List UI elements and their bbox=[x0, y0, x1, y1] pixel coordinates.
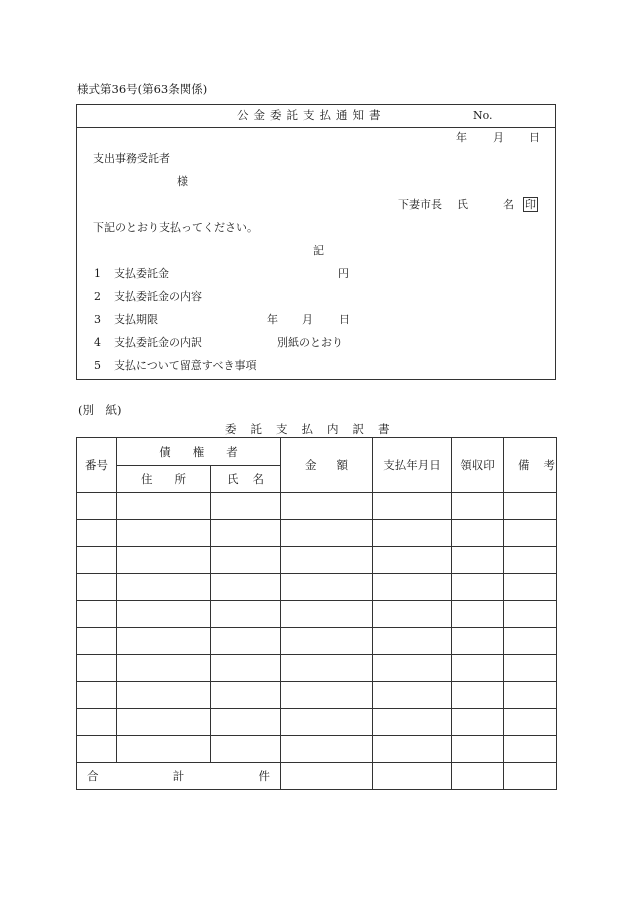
total-label-2: 計 bbox=[172, 769, 185, 783]
table-cell bbox=[373, 628, 452, 655]
deadline-month-label: 月 bbox=[302, 313, 313, 326]
table-cell bbox=[452, 709, 504, 736]
header-row-1 bbox=[77, 438, 557, 466]
header-number: 番号 bbox=[77, 438, 117, 493]
item-2-number: 2 bbox=[94, 290, 101, 303]
item-1-number: 1 bbox=[94, 267, 101, 280]
header-name: 氏名 bbox=[211, 466, 281, 493]
header-creditor: 債権者 bbox=[117, 438, 281, 466]
table-cell bbox=[281, 574, 373, 601]
request-text: 下記のとおり支払ってください。 bbox=[93, 221, 258, 234]
table-cell bbox=[373, 682, 452, 709]
table-cell bbox=[77, 655, 117, 682]
table-cell bbox=[77, 736, 117, 763]
table-cell bbox=[373, 574, 452, 601]
ki-heading: 記 bbox=[313, 244, 324, 257]
table-cell bbox=[452, 763, 504, 790]
table-cell bbox=[504, 574, 557, 601]
total-row bbox=[77, 763, 557, 790]
table-cell bbox=[281, 493, 373, 520]
table-cell bbox=[77, 547, 117, 574]
table-cell bbox=[211, 493, 281, 520]
table-cell bbox=[281, 655, 373, 682]
table-cell bbox=[211, 736, 281, 763]
total-label-cell bbox=[77, 763, 281, 790]
header-address: 住所 bbox=[117, 466, 211, 493]
table-cell bbox=[373, 736, 452, 763]
item-4-value: 別紙のとおり bbox=[277, 336, 343, 349]
table-cell bbox=[117, 655, 211, 682]
item-1-label: 支払委託金 bbox=[114, 267, 169, 280]
table-cell bbox=[281, 682, 373, 709]
table-cell bbox=[211, 709, 281, 736]
table-cell bbox=[77, 601, 117, 628]
table-cell bbox=[117, 628, 211, 655]
table-cell bbox=[117, 574, 211, 601]
item-3-label: 支払期限 bbox=[114, 313, 158, 326]
header-remarks: 備考 bbox=[504, 438, 557, 493]
table-cell bbox=[77, 520, 117, 547]
honorific-label: 様 bbox=[177, 175, 188, 188]
payment-notice-box bbox=[76, 104, 556, 380]
header-pay-date: 支払年月日 bbox=[373, 438, 452, 493]
issuer-title: 下妻市長 bbox=[398, 198, 442, 211]
item-3-number: 3 bbox=[94, 313, 101, 326]
table-cell bbox=[117, 601, 211, 628]
header-receipt-seal: 領収印 bbox=[452, 438, 504, 493]
table-cell bbox=[77, 682, 117, 709]
annex-title: 委託支払内訳書 bbox=[225, 422, 404, 436]
table-cell bbox=[452, 601, 504, 628]
total-unit: 件 bbox=[258, 769, 270, 783]
table-cell bbox=[77, 574, 117, 601]
table-row bbox=[77, 574, 557, 601]
table-cell bbox=[281, 709, 373, 736]
table-row bbox=[77, 493, 557, 520]
item-5-number: 5 bbox=[94, 359, 101, 372]
table-cell bbox=[373, 520, 452, 547]
table-cell bbox=[452, 628, 504, 655]
table-cell bbox=[281, 736, 373, 763]
breakdown-table bbox=[76, 437, 569, 790]
table-cell bbox=[504, 682, 557, 709]
table-cell bbox=[117, 682, 211, 709]
seal-mark: 印 bbox=[525, 198, 536, 211]
deadline-day-label: 日 bbox=[339, 313, 350, 326]
table-cell bbox=[211, 520, 281, 547]
table-cell bbox=[281, 547, 373, 574]
notice-title: 公金委託支払通知書 bbox=[237, 108, 386, 122]
annex-label: (別 紙) bbox=[78, 403, 122, 417]
table-cell bbox=[373, 493, 452, 520]
table-cell bbox=[373, 709, 452, 736]
table-cell bbox=[117, 709, 211, 736]
table-cell bbox=[211, 574, 281, 601]
table-row bbox=[77, 547, 557, 574]
table-cell bbox=[211, 655, 281, 682]
table-cell bbox=[452, 736, 504, 763]
table-cell bbox=[452, 520, 504, 547]
item-1-value: 円 bbox=[338, 267, 349, 280]
table-cell bbox=[77, 709, 117, 736]
table-cell bbox=[281, 628, 373, 655]
date-month-label: 月 bbox=[493, 131, 504, 144]
table-cell bbox=[452, 682, 504, 709]
item-5-label: 支払について留意すべき事項 bbox=[114, 359, 257, 372]
table-cell bbox=[77, 493, 117, 520]
table-row bbox=[77, 628, 557, 655]
table-cell bbox=[281, 520, 373, 547]
table-row bbox=[77, 520, 557, 547]
table-row bbox=[77, 655, 557, 682]
issuer-name-label-1: 氏 bbox=[457, 198, 468, 211]
table-cell bbox=[117, 520, 211, 547]
table-cell bbox=[211, 682, 281, 709]
table-cell bbox=[373, 601, 452, 628]
table-cell bbox=[504, 709, 557, 736]
addressee-label: 支出事務受託者 bbox=[93, 152, 170, 165]
date-day-label: 日 bbox=[529, 131, 540, 144]
table-cell bbox=[211, 628, 281, 655]
table-cell bbox=[211, 547, 281, 574]
notice-number-label: No. bbox=[473, 109, 493, 122]
table-cell bbox=[77, 628, 117, 655]
table-cell bbox=[452, 547, 504, 574]
table-cell bbox=[117, 547, 211, 574]
table-cell bbox=[117, 736, 211, 763]
notice-header-row bbox=[77, 105, 555, 128]
table-cell bbox=[504, 628, 557, 655]
table-row bbox=[77, 601, 557, 628]
table-cell bbox=[373, 763, 452, 790]
table-cell bbox=[504, 601, 557, 628]
deadline-year-label: 年 bbox=[267, 313, 278, 326]
table-row bbox=[77, 736, 557, 763]
total-label-1: 合 bbox=[87, 769, 99, 783]
table-cell bbox=[281, 601, 373, 628]
total-amount-cell bbox=[281, 763, 373, 790]
table-cell bbox=[373, 655, 452, 682]
table-cell bbox=[504, 763, 557, 790]
table-cell bbox=[452, 574, 504, 601]
form-number-label: 様式第36号(第63条関係) bbox=[77, 82, 208, 96]
item-4-number: 4 bbox=[94, 336, 101, 349]
table-cell bbox=[117, 493, 211, 520]
item-4-label: 支払委託金の内訳 bbox=[114, 336, 202, 349]
table-cell bbox=[504, 736, 557, 763]
table-row bbox=[77, 682, 557, 709]
issuer-name-label-2: 名 bbox=[503, 198, 514, 211]
header-amount: 金額 bbox=[281, 438, 373, 493]
table-cell bbox=[504, 520, 557, 547]
table-cell bbox=[452, 493, 504, 520]
table-cell bbox=[373, 547, 452, 574]
table-row bbox=[77, 709, 557, 736]
table-cell bbox=[452, 655, 504, 682]
table-cell bbox=[504, 493, 557, 520]
table-cell bbox=[504, 547, 557, 574]
item-2-label: 支払委託金の内容 bbox=[114, 290, 202, 303]
table-cell bbox=[504, 655, 557, 682]
table-cell bbox=[211, 601, 281, 628]
date-year-label: 年 bbox=[456, 131, 467, 144]
